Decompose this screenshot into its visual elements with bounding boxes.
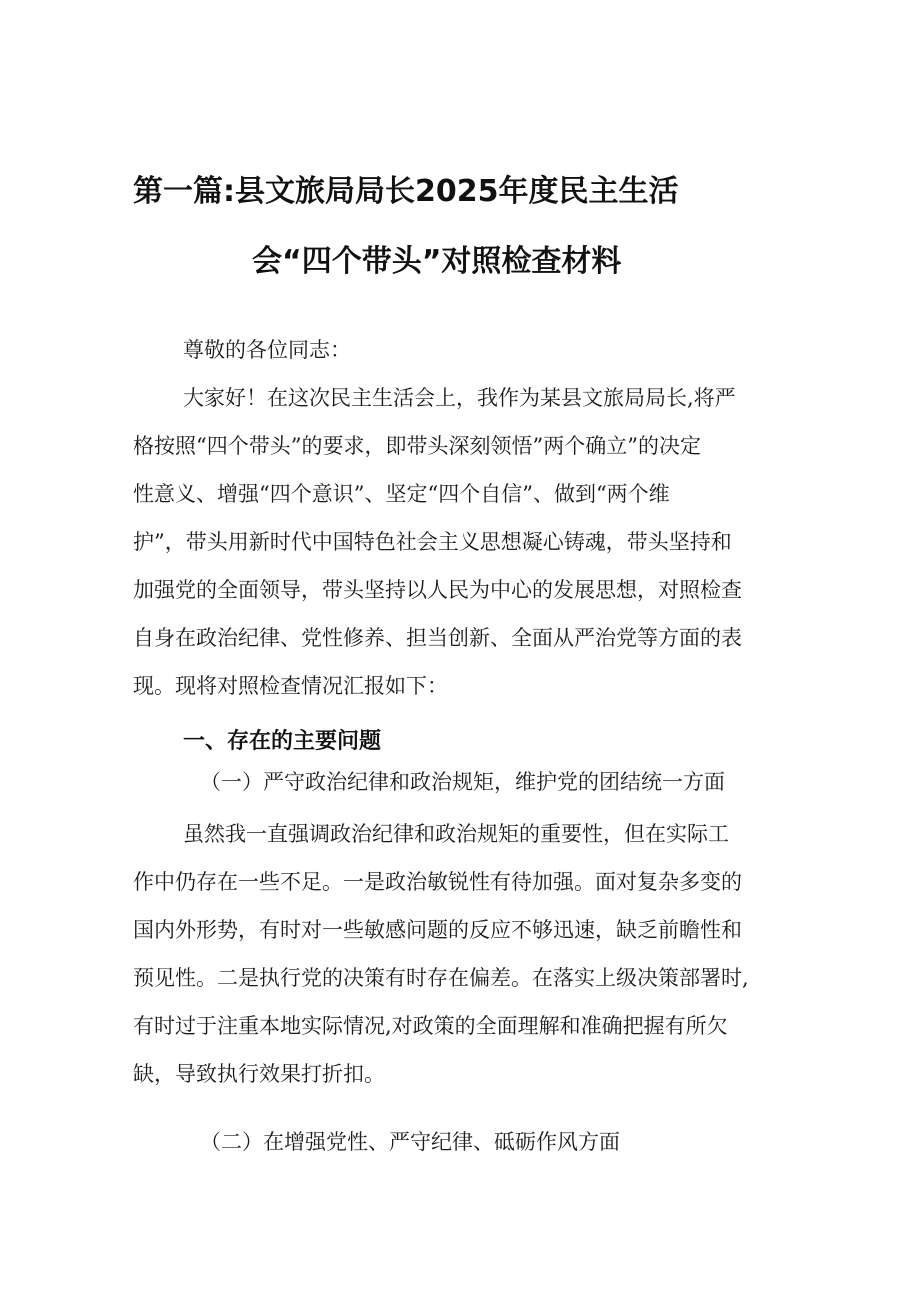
document-title-line-1: 第一篇:县文旅局局长2025年度民主生活 [133,174,679,209]
intro-line: 自身在政治纪律、党性修养、担当创新、全面从严治党等方面的表 [133,626,742,650]
body-line: 国内外形势，有时对一些敏感问题的反应不够迅速，缺乏前瞻性和 [133,918,742,942]
body-line: 虽然我一直强调政治纪律和政治规矩的重要性，但在实际工 [183,822,729,846]
salutation: 尊敬的各位同志： [183,338,351,362]
subsection-heading: （二）在增强党性、严守纪律、砥砺作风方面 [200,1130,620,1154]
intro-line: 护”，带头用新时代中国特色社会主义思想凝心铸魂，带头坚持和 [133,530,732,554]
document-title-line-2: 会“四个带头”对照检查材料 [252,244,622,279]
intro-line: 性意义、增强“四个意识”、坚定“四个自信”、做到“两个维 [133,482,670,506]
subsection-heading: （一）严守政治纪律和政治规矩，维护党的团结统一方面 [200,770,725,794]
body-line: 缺，导致执行效果打折扣。 [133,1062,385,1086]
body-line: 有时过于注重本地实际情况,对政策的全面理解和准确把握有所欠 [133,1014,728,1038]
body-line: 预见性。二是执行党的决策有时存在偏差。在落实上级决策部署时, [133,966,749,990]
body-line: 作中仍存在一些不足。一是政治敏锐性有待加强。面对复杂多变的 [133,870,742,894]
intro-line: 格按照“四个带头”的要求，即带头深刻领悟”两个确立”的决定 [133,434,701,458]
intro-line: 大家好！在这次民主生活会上，我作为某县文旅局局长,将严 [183,386,736,410]
intro-line: 现。现将对照检查情况汇报如下： [133,674,448,698]
section-heading: 一、存在的主要问题 [183,729,382,754]
intro-line: 加强党的全面领导，带头坚持以人民为中心的发展思想，对照检查 [133,578,742,602]
